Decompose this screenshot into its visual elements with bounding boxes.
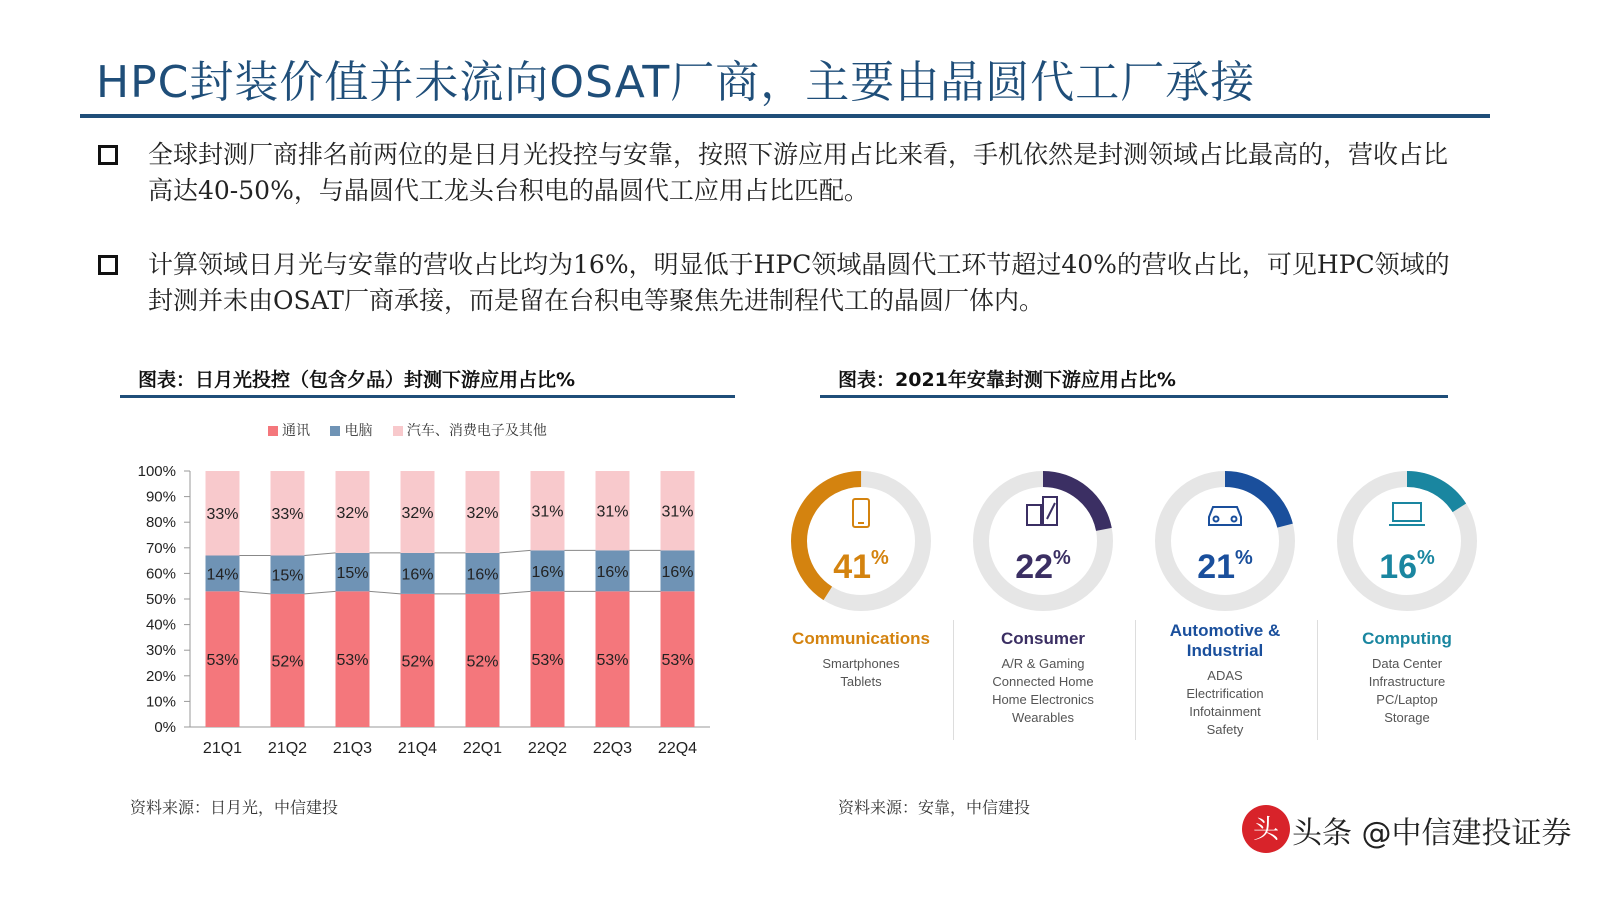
legend-swatch [268,426,278,436]
donut-subitems [1134,667,1316,739]
svg-text:头: 头 [1252,815,1280,845]
y-tick-label: 60% [145,565,176,583]
donut-subitem: PC/Laptop [1376,692,1438,707]
donut-percent [1134,547,1316,587]
data-label: 16% [401,566,434,584]
legend-label: 电脑 [344,423,373,439]
donut-percent [770,547,952,587]
data-label: 53% [661,652,694,670]
x-tick-label: 22Q4 [657,740,698,757]
bullet-1 [98,137,1468,209]
donut-subitem: Tablets [840,674,882,689]
y-tick-label: 10% [145,693,176,711]
gaming-icon [1027,497,1057,525]
data-label: 31% [596,503,629,521]
y-tick-label: 40% [145,616,176,634]
legend-label: 汽车、消费电子及其他 [406,423,547,439]
donut-subitem: Connected Home [992,674,1094,689]
donut-subitems [1316,655,1498,727]
x-tick-label: 21Q4 [397,740,438,757]
chart-legend [268,420,563,440]
x-tick-label: 21Q3 [332,740,373,757]
donut-category: Automotive & Industrial [1169,621,1281,660]
donut-computing [1316,465,1498,727]
x-tick-label: 22Q3 [592,740,633,757]
right-figure-title: 图表：2021年安靠封测下游应用占比% [838,369,1176,391]
bullet-text: 计算领域日月光与安靠的营收占比均为16%，明显低于HPC领域晶圆代工环节超过40%的营收占比，可见HPC领域的封测并未由OSAT厂商承接，而是留在台积电等聚焦先进制程代工的晶圆厂体内。 [148,250,1450,315]
donut-value: 21 [1197,548,1236,586]
data-label: 16% [466,566,499,584]
donut-category: Consumer [1000,629,1086,648]
donut-subitem: Storage [1384,710,1430,725]
data-label: 31% [531,503,564,521]
car-icon [1209,507,1241,525]
y-tick-label: 50% [145,591,176,608]
donut-subitem: Smartphones [822,656,900,671]
donut-communications [770,465,952,691]
y-tick-label: 20% [145,667,176,685]
y-tick-label: 90% [145,488,176,506]
donut-percent [1316,547,1498,587]
x-tick-label: 21Q1 [202,740,243,757]
donut-subitem: Home Electronics [992,692,1094,707]
donut-value: 16 [1379,548,1418,586]
data-label: 31% [661,503,694,521]
legend-swatch [330,426,340,436]
data-label: 14% [206,566,239,584]
donut-subitem: Wearables [1012,710,1074,725]
donut-category: Communications [792,629,930,648]
donut-subitem: Data Center [1371,656,1443,671]
data-label: 32% [401,504,434,522]
data-label: 53% [206,652,239,670]
watermark-text: 头条 @中信建投证券 [1292,816,1572,851]
x-tick-label: 21Q2 [267,740,308,757]
watermark-logo-icon [1240,803,1292,855]
data-label: 32% [336,504,369,522]
donut-unit: % [1417,547,1435,569]
legend-swatch [393,426,403,436]
data-label: 53% [336,652,369,670]
donut-chart [770,465,952,617]
data-label: 32% [466,504,499,522]
legend-item-comm [268,423,310,439]
page-title: HPC封装价值并未流向OSAT厂商，主要由晶圆代工厂承接 [96,57,1256,108]
bullet-text: 全球封测厂商排名前两位的是日月光投控与安靠，按照下游应用占比来看，手机依然是封测领域占比最高的，营收占比高达40-50%，与晶圆代工龙头台积电的晶圆代工应用占比匹配。 [148,140,1449,205]
data-label: 52% [466,653,499,671]
legend-item-pc [330,423,372,439]
data-label: 16% [531,563,564,581]
bullet-box-icon [98,255,118,275]
y-tick-label: 80% [145,514,176,532]
data-label: 15% [271,567,304,585]
donut-subitem: A/R & Gaming [1001,656,1085,671]
data-label: 16% [661,563,694,581]
smartphone-icon [853,499,869,527]
right-figure-rule [820,395,1448,398]
donut-unit: % [1235,547,1253,569]
donut-subitem: Infotainment [1189,704,1261,719]
y-tick-label: 100% [137,463,176,480]
divider [953,620,954,740]
bullet-2 [98,247,1468,319]
donut-subitems [770,655,952,691]
donut-consumer [952,465,1134,727]
donut-automotive [1134,465,1316,739]
left-figure-rule [120,395,735,398]
donut-subitem: Infrastructure [1368,674,1446,689]
legend-label: 通讯 [282,423,310,439]
donut-subitem: Safety [1206,722,1244,737]
donut-chart [1316,465,1498,617]
stacked-bar-chart [120,455,720,765]
divider [1317,620,1318,740]
bullet-box-icon [98,145,118,165]
title-rule [80,114,1490,118]
data-label: 52% [271,653,304,671]
donut-chart [952,465,1134,617]
legend-item-other [393,423,547,439]
laptop-icon [1389,503,1425,525]
right-figure-source: 资料来源：安靠，中信建投 [838,798,1031,817]
donut-percent [952,547,1134,587]
left-figure-title: 图表：日月光投控（包含夕品）封测下游应用占比% [138,369,576,391]
data-label: 53% [596,652,629,670]
donut-subitem: Electrification [1186,686,1264,701]
data-label: 33% [271,506,304,524]
x-tick-label: 22Q1 [462,740,503,757]
donut-value: 41 [833,548,872,586]
y-tick-label: 30% [145,642,176,660]
donut-subitems [952,655,1134,727]
data-label: 33% [206,506,239,524]
y-tick-label: 0% [154,719,176,736]
donut-unit: % [1053,547,1071,569]
data-label: 16% [596,563,629,581]
donut-subitem: ADAS [1207,668,1243,683]
data-label: 52% [401,653,434,671]
donut-category: Computing [1362,629,1452,648]
data-label: 53% [531,652,564,670]
donut-unit: % [871,547,889,569]
y-tick-label: 70% [145,539,176,557]
divider [1135,620,1136,740]
donut-value: 22 [1015,548,1054,586]
left-figure-source: 资料来源：日月光，中信建投 [130,798,339,817]
x-tick-label: 22Q2 [527,740,568,757]
donut-chart [1134,465,1316,617]
data-label: 15% [336,565,369,583]
